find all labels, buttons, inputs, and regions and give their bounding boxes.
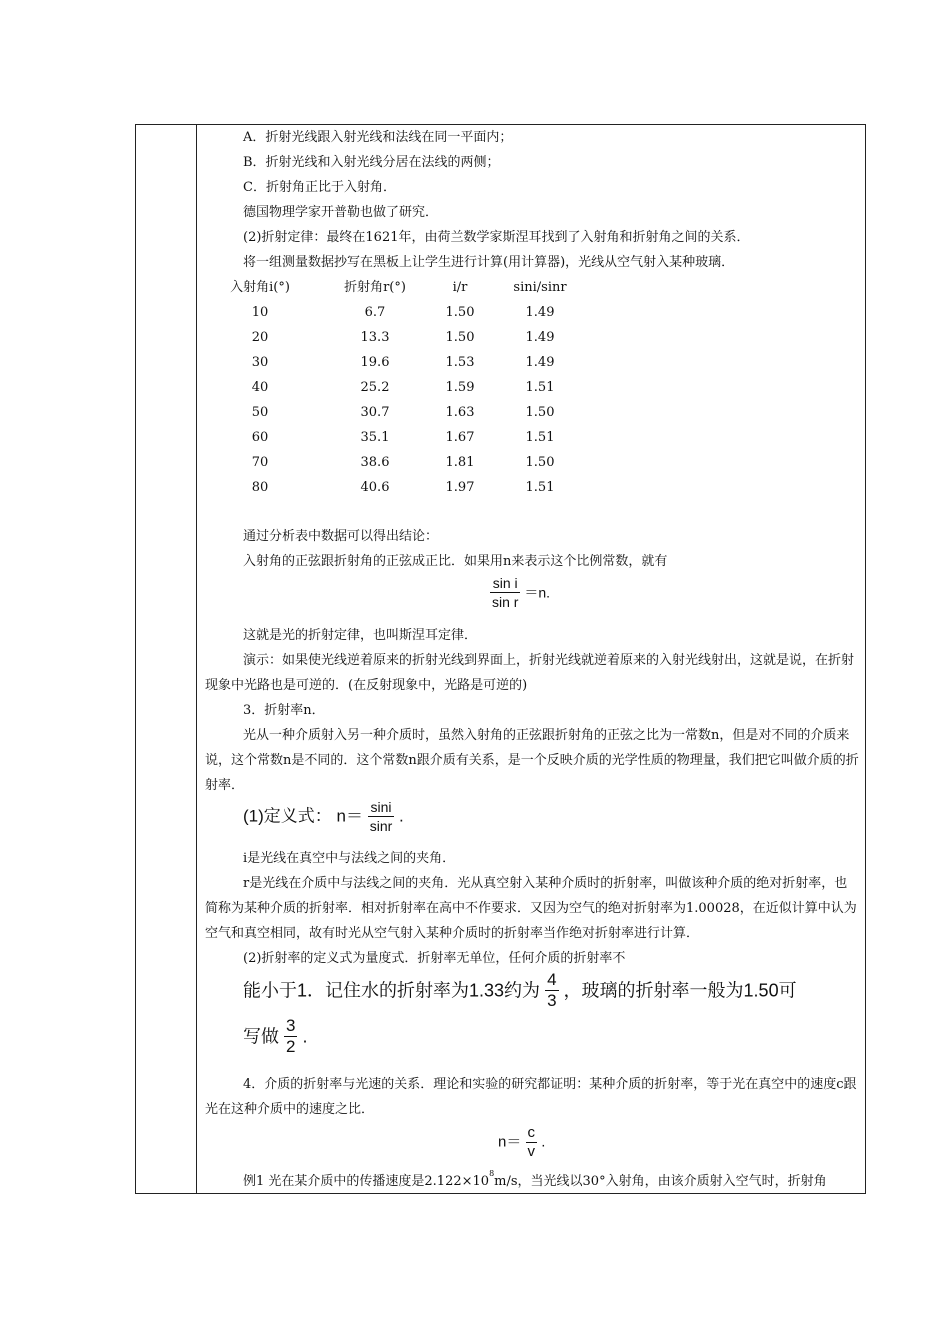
- table-cell: 1.49: [525, 330, 555, 345]
- law-intro: (2)折射定律：最终在1621年，由荷兰数学家斯涅耳找到了入射角和折射角之间的关系．: [243, 230, 750, 245]
- formula-numerator: sin i: [492, 575, 518, 591]
- definition-label: (1)定义式：: [243, 806, 332, 826]
- table-cell: 1.50: [445, 305, 475, 320]
- law-name: 这就是光的折射定律，也叫斯涅耳定律．: [243, 628, 478, 643]
- table-cell: 13.3: [360, 330, 390, 345]
- conclusion-intro: 通过分析表中数据可以得出结论：: [243, 529, 439, 544]
- conclusion: 入射角的正弦跟折射角的正弦成正比．如果用n来表示这个比例常数，就有: [243, 554, 668, 569]
- table-cell: 6.7: [364, 305, 386, 320]
- main-content: [205, 124, 860, 1194]
- table-cell: 25.2: [360, 380, 390, 395]
- table-cell: 1.51: [525, 480, 555, 495]
- table-cell: 1.49: [525, 305, 555, 320]
- table-cell: 30.7: [360, 405, 390, 420]
- r-description: r是光线在介质中与法线之间的夹角．光从真空射入某种介质时的折射率，叫做该种介质的绝对折射率，也简称为某种介质的折射率．相对折射率在高中不作要求．又因为空气的绝对折射率为1.00028，在近似计算中认为空气和真空相同，故有时光从空气射入某种介质时的折射率当作绝对折射率进行计算．: [205, 876, 857, 941]
- table-cell: 40: [251, 380, 269, 395]
- p2-text: (2)折射率的定义式为量度式．折射率无单位，任何介质的折射率不: [243, 951, 626, 966]
- table-cell: 20: [251, 330, 269, 345]
- table-header: i/r: [452, 280, 468, 295]
- kepler-note: 德国物理学家开普勒也做了研究．: [243, 205, 439, 220]
- table-cell: 1.50: [445, 330, 475, 345]
- data-table: [205, 275, 860, 500]
- big-line-1: [243, 970, 797, 1011]
- formula-rhs: ＝n.: [524, 584, 551, 601]
- example-exponent: 8: [489, 1169, 495, 1178]
- example-1: [205, 1169, 860, 1194]
- table-cell: 70: [251, 455, 269, 470]
- big-line-2-text: 写做: [243, 1026, 279, 1047]
- definition-formula: [243, 798, 404, 835]
- speed-formula-lhs: n＝: [498, 1133, 522, 1151]
- item-a: A．折射光线跟入射光线和法线在同一平面内；: [243, 130, 513, 145]
- definition-end: .: [399, 806, 404, 826]
- water-denominator: 3: [547, 991, 557, 1010]
- glass-denominator: 2: [286, 1037, 296, 1056]
- table-header: 入射角i(°): [230, 280, 290, 295]
- example-text: 例1 光在某介质中的传播速度是2.122×10: [243, 1174, 490, 1189]
- big-line-1-tail: ，玻璃的折射率一般为1.50可: [563, 980, 797, 1001]
- column-divider: [196, 124, 197, 1194]
- table-cell: 1.59: [445, 380, 475, 395]
- table-cell: 1.81: [445, 455, 475, 470]
- table-header: 折射角r(°): [344, 280, 406, 295]
- water-numerator: 4: [547, 970, 557, 989]
- table-cell: 50: [251, 405, 269, 420]
- speed-formula: [498, 1124, 545, 1161]
- section4-paragraph: 4．介质的折射率与光速的关系．理论和实验的研究都证明：某种介质的折射率，等于光在真空中的速度c跟光在这种介质中的速度之比．: [205, 1077, 857, 1117]
- table-cell: 1.50: [525, 405, 555, 420]
- speed-formula-end: .: [541, 1133, 546, 1151]
- i-description: i是光线在真空中与法线之间的夹角．: [243, 851, 456, 866]
- big-line-2-tail: .: [302, 1026, 308, 1047]
- item-c: C．折射角正比于入射角．: [243, 180, 396, 195]
- demo-text: 演示：如果使光线逆着原来的折射光线到界面上，折射光线就逆着原来的入射光线射出，这就是说，在折射现象中光路也是可逆的．(在反射现象中，光路是可逆的): [205, 653, 855, 693]
- big-line-1-text: 能小于1．记住水的折射率为1.33约为: [243, 980, 541, 1001]
- table-cell: 80: [251, 480, 269, 495]
- data-intro: 将一组测量数据抄写在黑板上让学生进行计算(用计算器)，光线从空气射入某种玻璃．: [243, 255, 735, 270]
- table-cell: 10: [251, 305, 269, 320]
- table-cell: 1.49: [525, 355, 555, 370]
- table-cell: 38.6: [360, 455, 390, 470]
- table-cell: 1.53: [445, 355, 475, 370]
- section3-paragraph: 光从一种介质射入另一种介质时，虽然入射角的正弦跟折射角的正弦之比为一常数n，但是对不同的介质来说，这个常数n是不同的．这个常数n跟介质有关系，是一个反映介质的光学性质的物理量，我们把它叫做介质的折射率．: [205, 728, 859, 793]
- table-cell: 30: [251, 355, 269, 370]
- definition-denominator: sinr: [369, 818, 393, 834]
- speed-numerator: c: [527, 1124, 536, 1141]
- table-cell: 1.51: [525, 430, 555, 445]
- definition-numerator: sini: [370, 799, 392, 815]
- table-cell: 1.50: [525, 455, 555, 470]
- item-b: B．折射光线和入射光线分居在法线的两侧；: [243, 155, 500, 170]
- definition-lhs: n＝: [336, 806, 363, 826]
- example-text-tail: m/s，当光线以30°入射角，由该介质射入空气时，折射角: [494, 1174, 827, 1189]
- formula-denominator: sin r: [492, 594, 519, 610]
- table-cell: 19.6: [360, 355, 390, 370]
- table-cell: 1.63: [445, 405, 475, 420]
- speed-denominator: v: [527, 1143, 536, 1160]
- glass-numerator: 3: [286, 1016, 296, 1035]
- table-cell: 35.1: [360, 430, 390, 445]
- table-cell: 1.97: [445, 480, 475, 495]
- formula-snell: [490, 574, 550, 611]
- table-cell: 1.67: [445, 430, 475, 445]
- table-cell: 60: [251, 430, 269, 445]
- big-line-2: [243, 1016, 308, 1057]
- section3-title: 3．折射率n．: [243, 703, 325, 718]
- table-header: sini/sinr: [513, 280, 567, 295]
- table-cell: 40.6: [360, 480, 390, 495]
- table-cell: 1.51: [525, 380, 555, 395]
